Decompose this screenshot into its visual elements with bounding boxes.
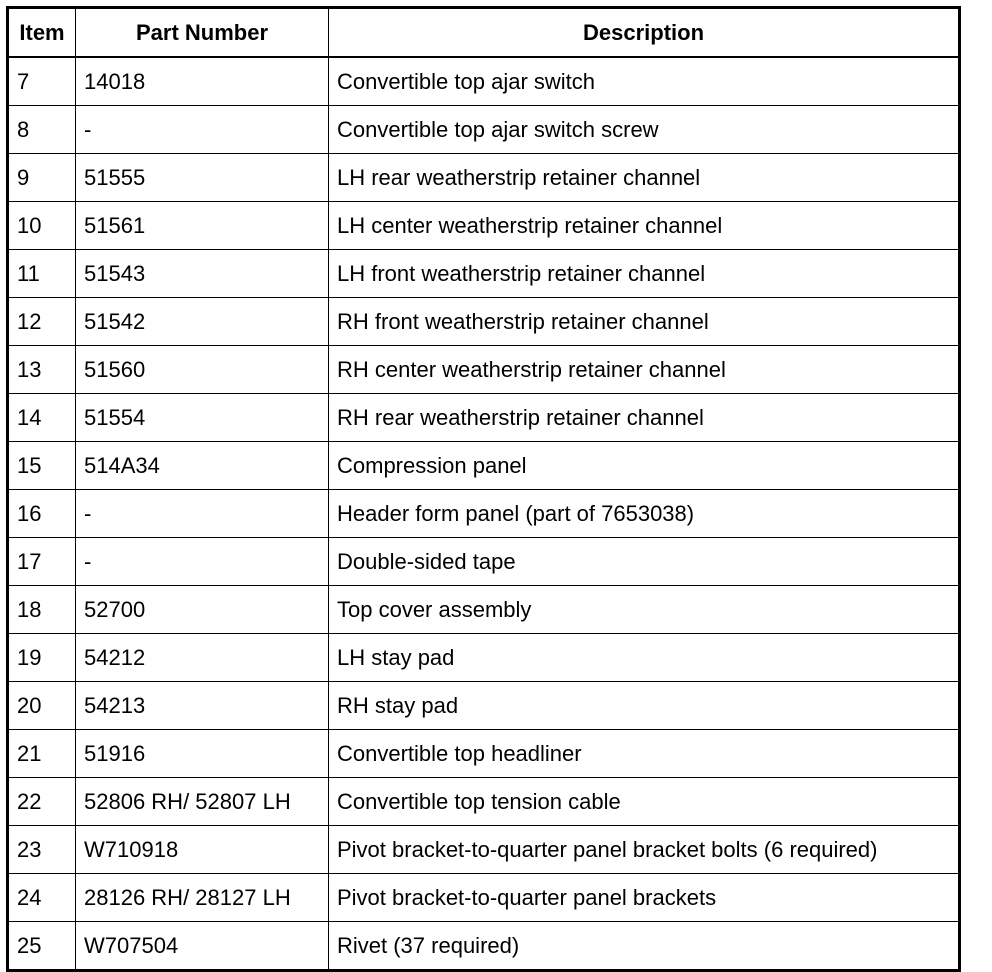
description-cell: Pivot bracket-to-quarter panel bracket bolts (6 required)	[329, 826, 960, 874]
description-cell: Convertible top tension cable	[329, 778, 960, 826]
part-number-cell: 51916	[76, 730, 329, 778]
table-row	[8, 874, 960, 922]
item-cell: 10	[8, 202, 76, 250]
part-number-cell: 51555	[76, 154, 329, 202]
description-cell: Compression panel	[329, 442, 960, 490]
item-cell: 15	[8, 442, 76, 490]
table-row	[8, 730, 960, 778]
description-cell: LH stay pad	[329, 634, 960, 682]
part-number-cell: 51554	[76, 394, 329, 442]
item-cell: 12	[8, 298, 76, 346]
part-number-cell: 14018	[76, 57, 329, 106]
table-row	[8, 106, 960, 154]
item-cell: 17	[8, 538, 76, 586]
description-cell: Double-sided tape	[329, 538, 960, 586]
item-cell: 23	[8, 826, 76, 874]
item-cell: 11	[8, 250, 76, 298]
part-number-cell: 54212	[76, 634, 329, 682]
header-item: Item	[8, 8, 76, 58]
item-cell: 16	[8, 490, 76, 538]
description-cell: Header form panel (part of 7653038)	[329, 490, 960, 538]
part-number-cell: 52700	[76, 586, 329, 634]
item-cell: 14	[8, 394, 76, 442]
description-cell: LH center weatherstrip retainer channel	[329, 202, 960, 250]
description-cell: LH front weatherstrip retainer channel	[329, 250, 960, 298]
part-number-cell: 54213	[76, 682, 329, 730]
table-row	[8, 346, 960, 394]
table-row	[8, 778, 960, 826]
description-cell: Convertible top ajar switch screw	[329, 106, 960, 154]
header-description: Description	[329, 8, 960, 58]
description-cell: Top cover assembly	[329, 586, 960, 634]
description-cell: RH front weatherstrip retainer channel	[329, 298, 960, 346]
item-cell: 21	[8, 730, 76, 778]
table-body	[8, 57, 960, 971]
part-number-cell: 51560	[76, 346, 329, 394]
table-header	[8, 8, 960, 58]
part-number-cell: 51543	[76, 250, 329, 298]
table-row	[8, 298, 960, 346]
description-cell: Pivot bracket-to-quarter panel brackets	[329, 874, 960, 922]
item-cell: 20	[8, 682, 76, 730]
parts-table	[6, 6, 961, 972]
table-row	[8, 634, 960, 682]
table-row	[8, 826, 960, 874]
part-number-cell: -	[76, 106, 329, 154]
item-cell: 7	[8, 57, 76, 106]
header-part-number: Part Number	[76, 8, 329, 58]
table-row	[8, 202, 960, 250]
table-row	[8, 154, 960, 202]
description-cell: RH rear weatherstrip retainer channel	[329, 394, 960, 442]
table-row	[8, 538, 960, 586]
part-number-cell: 28126 RH/ 28127 LH	[76, 874, 329, 922]
description-cell: Rivet (37 required)	[329, 922, 960, 971]
item-cell: 13	[8, 346, 76, 394]
table-row	[8, 57, 960, 106]
item-cell: 18	[8, 586, 76, 634]
part-number-cell: 51542	[76, 298, 329, 346]
item-cell: 9	[8, 154, 76, 202]
table-row	[8, 922, 960, 971]
description-cell: RH stay pad	[329, 682, 960, 730]
part-number-cell: 51561	[76, 202, 329, 250]
item-cell: 8	[8, 106, 76, 154]
table-row	[8, 394, 960, 442]
part-number-cell: W707504	[76, 922, 329, 971]
part-number-cell: W710918	[76, 826, 329, 874]
table-row	[8, 586, 960, 634]
part-number-cell: 52806 RH/ 52807 LH	[76, 778, 329, 826]
table-row	[8, 250, 960, 298]
table-row	[8, 442, 960, 490]
description-cell: Convertible top ajar switch	[329, 57, 960, 106]
part-number-cell: -	[76, 538, 329, 586]
item-cell: 24	[8, 874, 76, 922]
table-row	[8, 682, 960, 730]
item-cell: 22	[8, 778, 76, 826]
header-row	[8, 8, 960, 58]
description-cell: LH rear weatherstrip retainer channel	[329, 154, 960, 202]
description-cell: Convertible top headliner	[329, 730, 960, 778]
description-cell: RH center weatherstrip retainer channel	[329, 346, 960, 394]
table-row	[8, 490, 960, 538]
item-cell: 25	[8, 922, 76, 971]
item-cell: 19	[8, 634, 76, 682]
part-number-cell: 514A34	[76, 442, 329, 490]
part-number-cell: -	[76, 490, 329, 538]
